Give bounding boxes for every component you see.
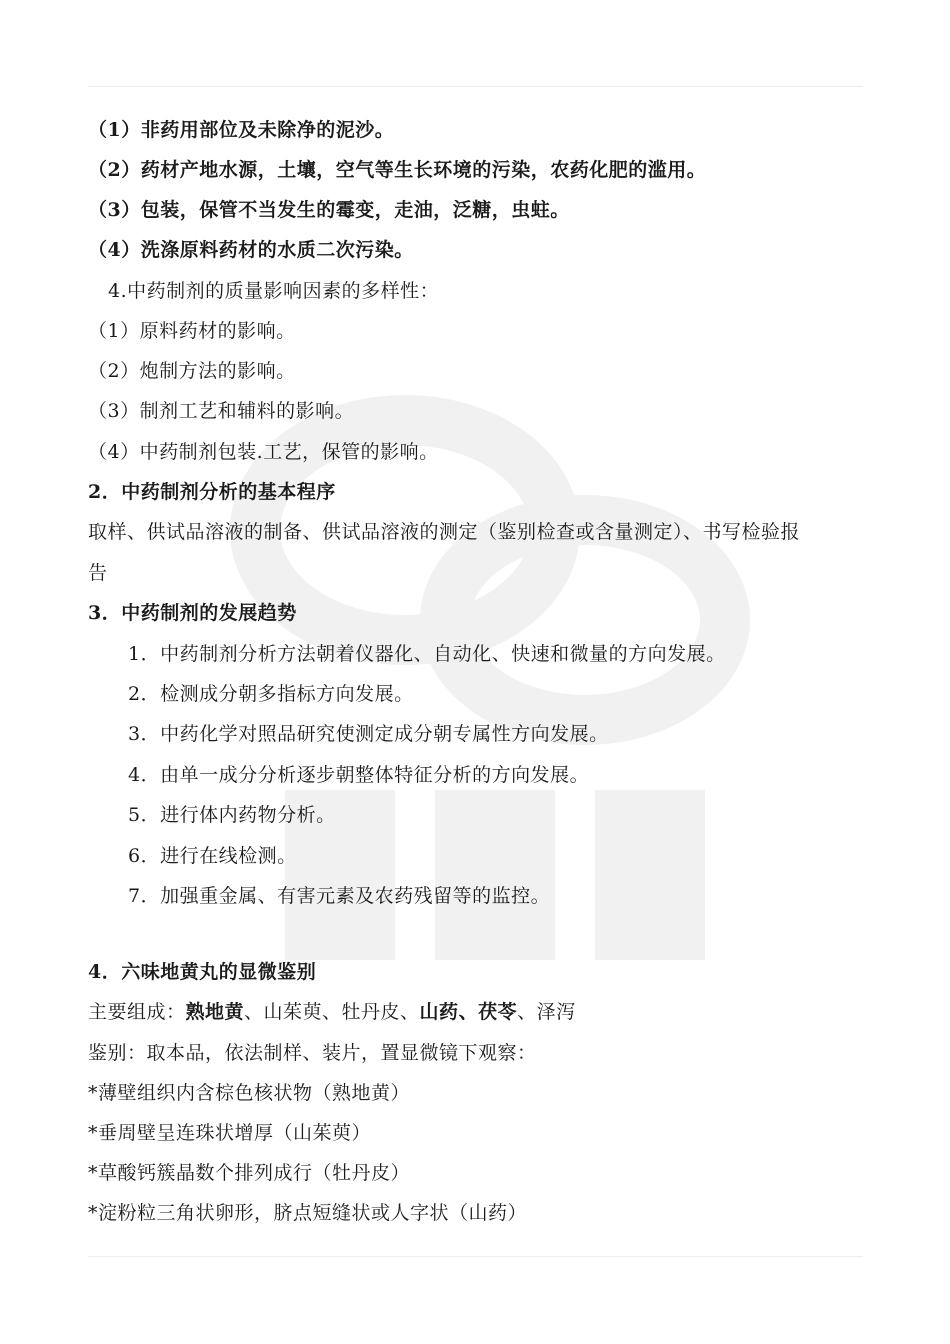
section-2-heading: 2．中药制剂分析的基本程序 — [88, 481, 336, 503]
quality-factor-item: （3）制剂工艺和辅料的影响。 — [88, 400, 355, 422]
pollution-item: （1）非药用部位及未除净的泥沙。 — [88, 119, 395, 141]
trend-item: 5．进行体内药物分析。 — [128, 804, 336, 826]
micro-feature: *淀粉粒三角状卵形，脐点短缝状或人字状（山药） — [88, 1202, 528, 1224]
section-3-heading: 3．中药制剂的发展趋势 — [88, 602, 297, 624]
composition-line — [88, 1000, 576, 1024]
section-2-body: 取样、供试品溶液的制备、供试品溶液的测定（鉴别检查或含量测定）、书写检验报 — [88, 521, 801, 543]
composition-sep: 、泽泻 — [517, 1001, 576, 1023]
identification-method: 鉴别：取本品，依法制样、装片，置显微镜下观察： — [88, 1042, 537, 1064]
quality-factor-item: （1）原料药材的影响。 — [88, 320, 296, 342]
ingredient-shanyao: 山药 — [419, 1001, 459, 1023]
micro-feature: *草酸钙簇晶数个排列成行（牡丹皮） — [88, 1162, 411, 1184]
trend-item: 1．中药制剂分析方法朝着仪器化、自动化、快速和微量的方向发展。 — [128, 643, 726, 665]
trend-item: 7．加强重金属、有害元素及农药残留等的监控。 — [128, 885, 551, 907]
trend-item: 4．由单一成分分析逐步朝整体特征分析的方向发展。 — [128, 764, 590, 786]
section-4-heading: 4．六味地黄丸的显微鉴别 — [88, 961, 317, 983]
composition-sep: 、 — [458, 1001, 479, 1023]
quality-factor-item: （4）中药制剂包装.工艺，保管的影响。 — [88, 441, 439, 463]
pollution-item: （2）药材产地水源，土壤，空气等生长环境的污染，农药化肥的滥用。 — [88, 159, 707, 181]
micro-feature: *垂周壁呈连珠状增厚（山茱萸） — [88, 1122, 372, 1144]
trend-item: 3．中药化学对照品研究使测定成分朝专属性方向发展。 — [128, 723, 609, 745]
quality-factors-heading: 4.中药制剂的质量影响因素的多样性： — [108, 280, 440, 302]
quality-factor-item: （2）炮制方法的影响。 — [88, 360, 296, 382]
section-2-body-cont: 告 — [88, 562, 108, 584]
composition-label: 主要组成： — [88, 1001, 186, 1023]
pollution-item: （4）洗涤原料药材的水质二次污染。 — [88, 239, 414, 261]
trend-item: 6．进行在线检测。 — [128, 845, 297, 867]
ingredient-fuling: 茯苓 — [478, 1001, 518, 1023]
pollution-item: （3）包装，保管不当发生的霉变，走油，泛糖，虫蛀。 — [88, 199, 570, 221]
ingredient-shudihuang: 熟地黄 — [185, 1001, 245, 1023]
trend-item: 2．检测成分朝多指标方向发展。 — [128, 683, 414, 705]
micro-feature: *薄壁组织内含棕色核状物（熟地黄） — [88, 1082, 411, 1104]
composition-sep: 、山茱萸、牡丹皮、 — [244, 1001, 420, 1023]
